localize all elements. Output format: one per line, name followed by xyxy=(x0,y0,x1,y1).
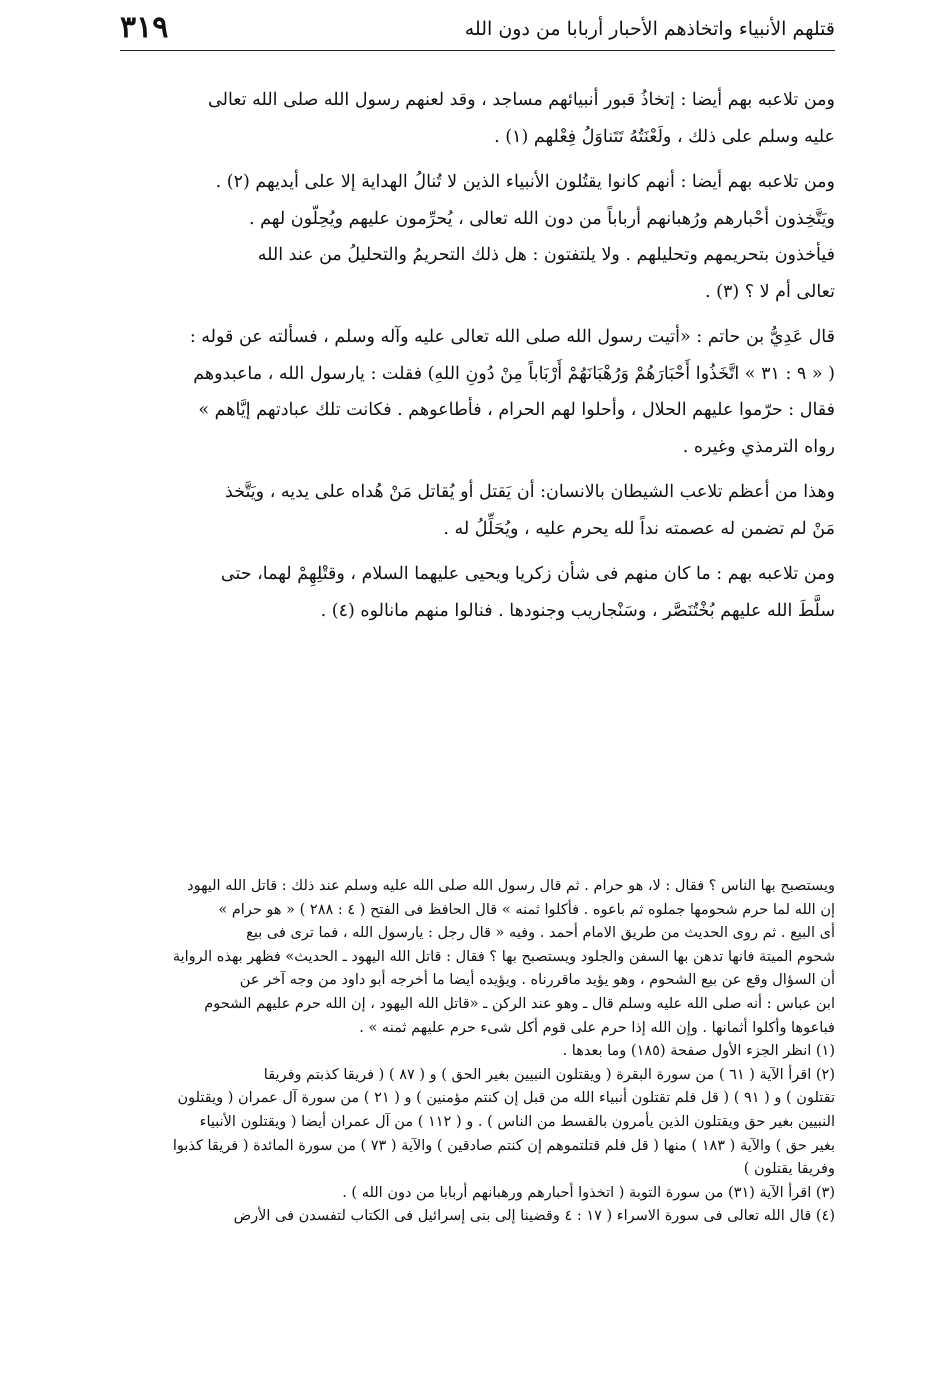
header-rule xyxy=(120,50,835,51)
footnote-line: فباعوها وأكلوا أثمانها . وإن الله إذا حرم على قوم أكل شىء حرم عليهم ثمنه » . xyxy=(359,1019,835,1036)
paragraph xyxy=(110,164,835,310)
footnote-line: ابن عباس : أنه صلى الله عليه وسلم قال ـ وهو عند الركن ـ «قاتل الله اليهود ، إن الله حرم عليهم الشحوم xyxy=(204,995,835,1012)
paragraph xyxy=(110,82,835,155)
paragraph xyxy=(110,474,835,547)
text-line: مَنْ لم تضمن له عصمته نداً لله يحرم عليه ، ويُحَلِّلُ له . xyxy=(443,518,835,539)
body-text xyxy=(110,82,835,638)
footnotes xyxy=(110,875,835,1229)
text-line: رواه الترمذي وغيره . xyxy=(682,436,835,457)
footnote-line: تقتلون ) و ( ٩١ ) ( قل فلم تقتلون أنبياء الله من قبل إن كنتم مؤمنين ) و ( ٢١ ) من سورة آل عمران ( ويقتلون xyxy=(177,1090,835,1107)
text-line: عليه وسلم على ذلك ، ولَعْنَتُهُ تَتَناوَلُ فِعْلهم (١) . xyxy=(494,126,835,147)
footnote-line: (٢) اقرأ الآية ( ٦١ ) من سورة البقرة ( ويقتلون النبيين بغير الحق ) و ( ٨٧ ) ( فريقا كذبتم وفريقا xyxy=(263,1066,835,1083)
text-line: ( « ٩ : ٣١ » اتَّخَذُوا أَحْبَارَهُمْ وَرُهْبَانَهُمْ أَرْبَاباً مِنْ دُونِ اللهِ) فقلت : يارسول الله ، ماعبدوهم xyxy=(193,363,835,384)
footnote-line: النبيين بغير حق ويقتلون الذين يأمرون بالقسط من الناس ) . و ( ١١٢ ) من آل عمران أيضا ( ويقتلون الأنبياء xyxy=(199,1113,835,1130)
text-line: ومن تلاعبه بهم : ما كان منهم فى شأن زكريا ويحيى عليهما السلام ، وقتْلِهِمْ لهما، حتى xyxy=(220,564,835,584)
footnote-line: (٤) قال الله تعالى فى سورة الاسراء ( ١٧ : ٤ وقضينا إلى بنى إسرائيل فى الكتاب لتفسدن فى الأرض xyxy=(233,1208,835,1225)
text-line: قال عَدِيُّ بن حاتم : «أتيت رسول الله صلى الله تعالى عليه وآله وسلم ، فسألته عن قوله : xyxy=(189,327,835,347)
footnote-line: (١) انظر الجزء الأول صفحة (١٨٥) وما بعدها . xyxy=(562,1043,835,1060)
text-line: تعالى أم لا ؟ (٣) . xyxy=(705,281,835,302)
paragraph xyxy=(110,556,835,629)
paragraph xyxy=(110,319,835,465)
text-line: ومن تلاعبه بهم أيضا : أنهم كانوا يقتُلون الأنبياء الذين لا تُنالُ الهداية إلا على أيديهم (٢) . xyxy=(215,172,835,192)
footnote-line: (٣) اقرأ الآية (٣١) من سورة التوبة ( اتخذوا أحبارهم ورهبانهم أربابا من دون الله ) . xyxy=(342,1184,835,1201)
text-line: فقال : حرّموا عليهم الحلال ، وأحلوا لهم الحرام ، فأطاعوهم . فكانت تلك عبادتهم إيَّاهم » xyxy=(198,400,835,420)
running-title: قتلهم الأنبياء واتخاذهم الأحبار أربابا من دون الله xyxy=(464,18,835,40)
page-number: ٣١٩ xyxy=(120,10,169,45)
footnote-line: ويستصبح بها الناس ؟ فقال : لا، هو حرام . ثم قال رسول الله صلى الله عليه وسلم عند ذلك : قاتل الله اليهود xyxy=(187,878,835,894)
footnote-line: بغير حق ) والآية ( ١٨٣ ) منها ( قل فلم قتلتموهم إن كنتم صادقين ) والآية ( ٧٣ ) من سورة المائدة ( فريقا كذبوا xyxy=(172,1137,835,1154)
text-line: ومن تلاعبه بهم أيضا : إتخاذُ قبور أنبيائهم مساجد ، وقد لعنهم رسول الله صلى الله تعالى xyxy=(208,90,835,110)
footnote-line: أى البيع . ثم روى الحديث من طريق الامام أحمد . وفيه « قال رجل : يارسول الله ، فما ترى فى بيع xyxy=(246,925,835,942)
footnote-line: أن السؤال وقع عن بيع الشحوم ، وهو يؤيد ماقررناه . ويؤيده أيضا ما أخرجه أبو داود من وجه آخر عن xyxy=(239,972,835,989)
text-line: سلَّطَ الله عليهم بُخْتُنَصَّر ، وسَنْجاريب وجنودها . فنالوا منهم مانالوه (٤) . xyxy=(320,600,835,621)
footnote-line: وفريقا يقتلون ) xyxy=(743,1161,835,1178)
footnote-line: إن الله لما حرم شحومها جملوه ثم باعوه . فأكلوا ثمنه » قال الحافظ فى الفتح ( ٤ : ٢٨٨ ) « هو حرام » xyxy=(218,901,835,918)
text-line: فيأخذون بتحريمهم وتحليلهم . ولا يلتفتون : هل ذلك التحريمُ والتحليلُ من عند الله xyxy=(257,245,835,265)
page-header xyxy=(120,8,835,50)
text-line: وهذا من أعظم تلاعب الشيطان بالانسان: أن يَقتل أو يُقاتل مَنْ هُداه على يديه ، ويَتَّخذ xyxy=(225,482,835,502)
text-line: ويَتَّخِذون أحْبارهم ورُهبانهم أرباباً من دون الله تعالى ، يُحرِّمون عليهم ويُحِلّون لهم . xyxy=(249,208,835,229)
footnote-line: شحوم الميتة فانها تدهن بها السفن والجلود ويستصبح بها ؟ فقال : قاتل الله اليهود ـ الحديث» فظهر بهذه الرواية xyxy=(172,948,835,965)
